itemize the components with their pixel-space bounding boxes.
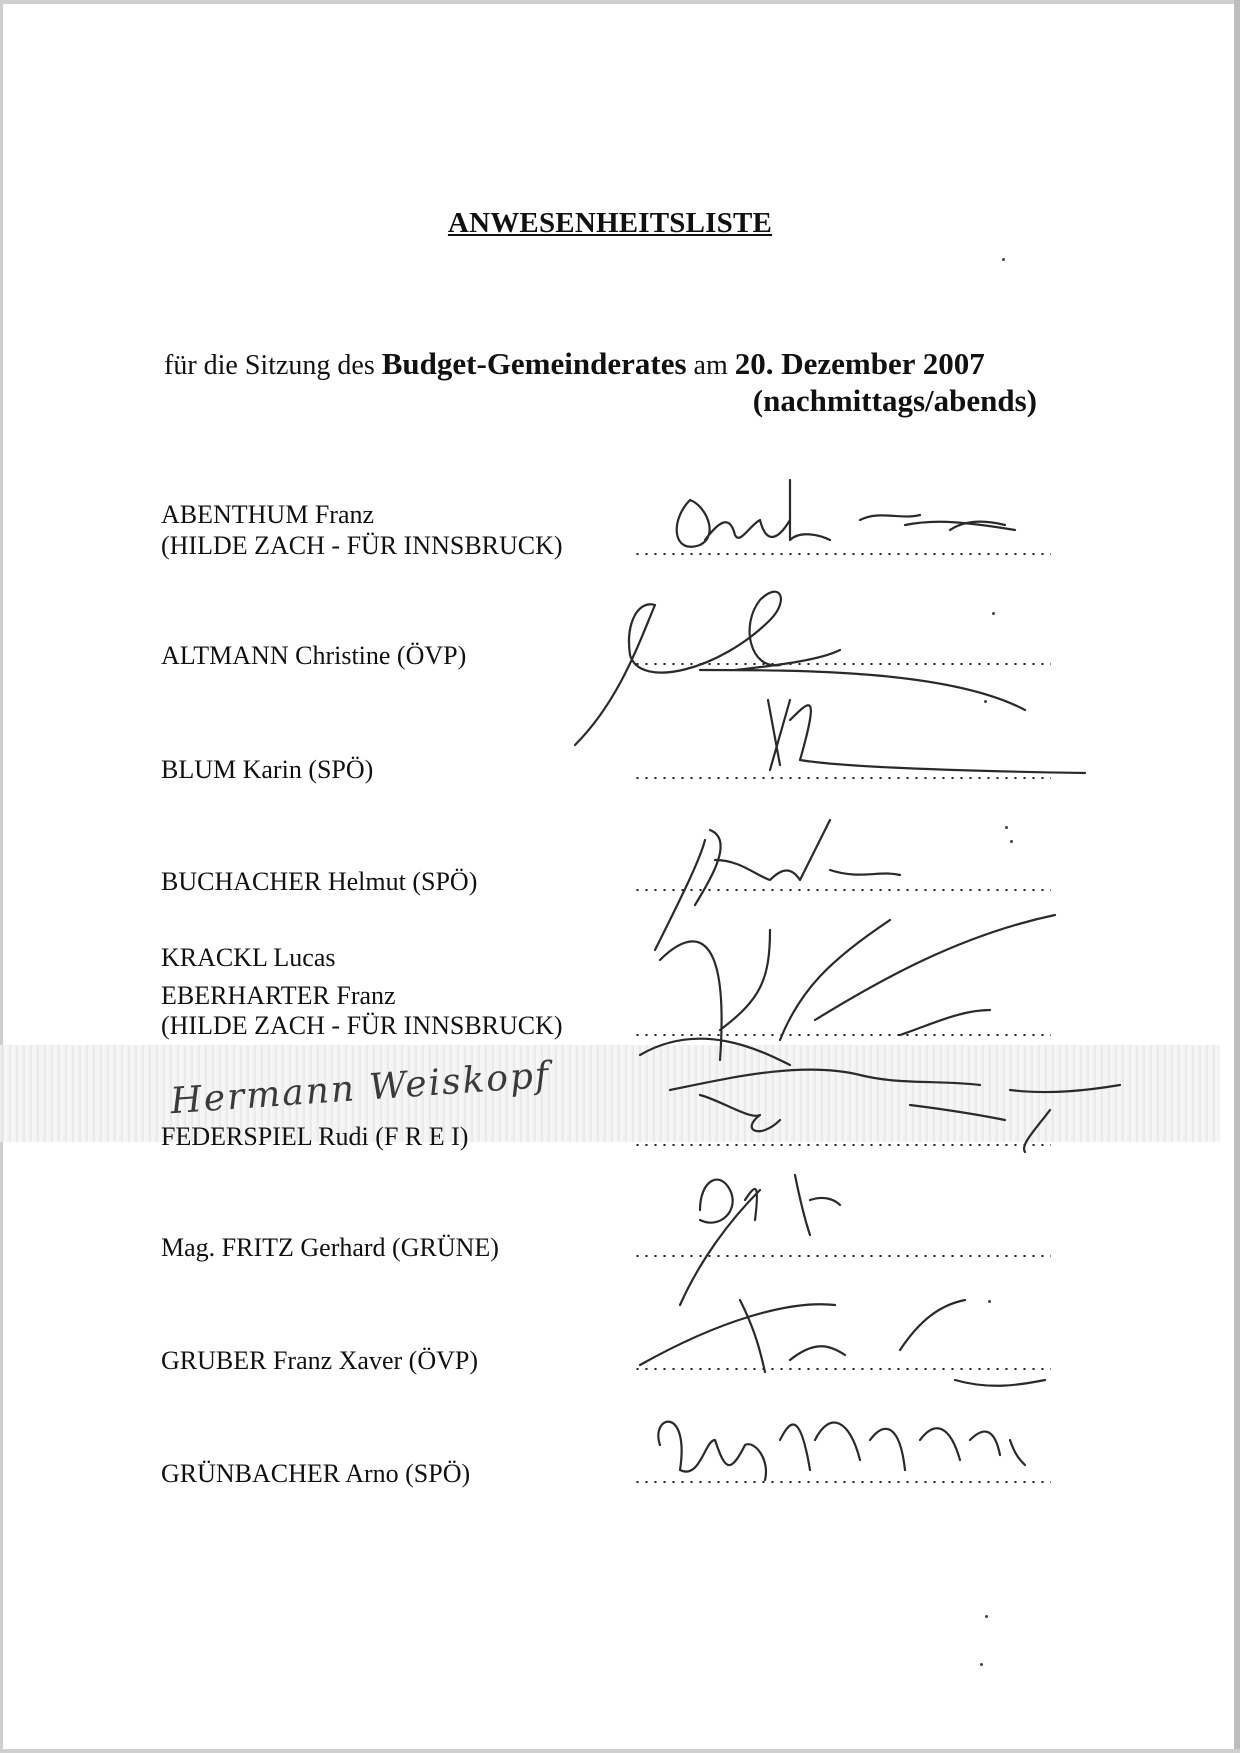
scan-edge-bottom <box>0 1749 1240 1753</box>
scan-speck <box>985 1615 988 1618</box>
scan-edge-top <box>0 0 1240 4</box>
scan-speck <box>1010 840 1013 843</box>
signature <box>658 1422 1025 1480</box>
scan-speck <box>988 1300 991 1303</box>
signature-line <box>633 889 1051 891</box>
session-time: (nachmittags/abends) <box>752 383 1037 418</box>
attendee-name: GRUBER Franz Xaver (ÖVP) <box>161 1346 479 1375</box>
handwritten-note: Hermann Weiskopf <box>169 1054 552 1123</box>
session-type: Budget-Gemeinderates <box>381 346 687 381</box>
signature-line <box>633 1144 1051 1146</box>
signature-line <box>633 553 1051 555</box>
attendee-party: (HILDE ZACH - FÜR INNSBRUCK) <box>161 531 563 560</box>
scan-speck <box>1005 826 1008 829</box>
scan-edge-right <box>1234 0 1240 1753</box>
attendee-name: ABENTHUM Franz <box>161 500 375 529</box>
attendee-name: EBERHARTER Franz <box>161 981 396 1010</box>
attendee-name: BLUM Karin (SPÖ) <box>161 755 374 784</box>
scan-edge-left <box>0 0 3 1753</box>
signature-line <box>633 1034 1051 1036</box>
attendee-name: KRACKL Lucas <box>161 943 336 972</box>
scan-speck <box>984 700 987 703</box>
attendee-party: (HILDE ZACH - FÜR INNSBRUCK) <box>161 1011 563 1040</box>
signature <box>655 820 900 950</box>
signature-line <box>633 663 1051 665</box>
attendee-name: Mag. FRITZ Gerhard (GRÜNE) <box>161 1233 499 1262</box>
signature <box>768 700 1085 773</box>
scan-speck <box>980 1663 983 1666</box>
session-line <box>164 346 985 382</box>
signature-line <box>633 1368 1051 1370</box>
signature <box>640 915 1055 1065</box>
signature-line <box>633 1255 1051 1257</box>
signature <box>677 480 1015 547</box>
scan-speck <box>992 612 995 615</box>
attendee-name: FEDERSPIEL Rudi (F R E I) <box>161 1122 469 1151</box>
attendee-name: ALTMANN Christine (ÖVP) <box>161 641 467 670</box>
signature <box>680 1175 840 1305</box>
subtitle-mid: am <box>693 350 728 381</box>
signature-line <box>633 777 1051 779</box>
signature <box>575 592 1025 745</box>
document-title: ANWESENHEITSLISTE <box>447 207 773 239</box>
subtitle-prefix: für die Sitzung des <box>164 350 375 381</box>
signature <box>640 1300 1045 1386</box>
scan-speck <box>1002 258 1005 261</box>
attendee-name: BUCHACHER Helmut (SPÖ) <box>161 867 478 896</box>
session-date: 20. Dezember 2007 <box>734 346 985 381</box>
signature-line <box>633 1481 1051 1483</box>
attendee-name: GRÜNBACHER Arno (SPÖ) <box>161 1459 471 1488</box>
